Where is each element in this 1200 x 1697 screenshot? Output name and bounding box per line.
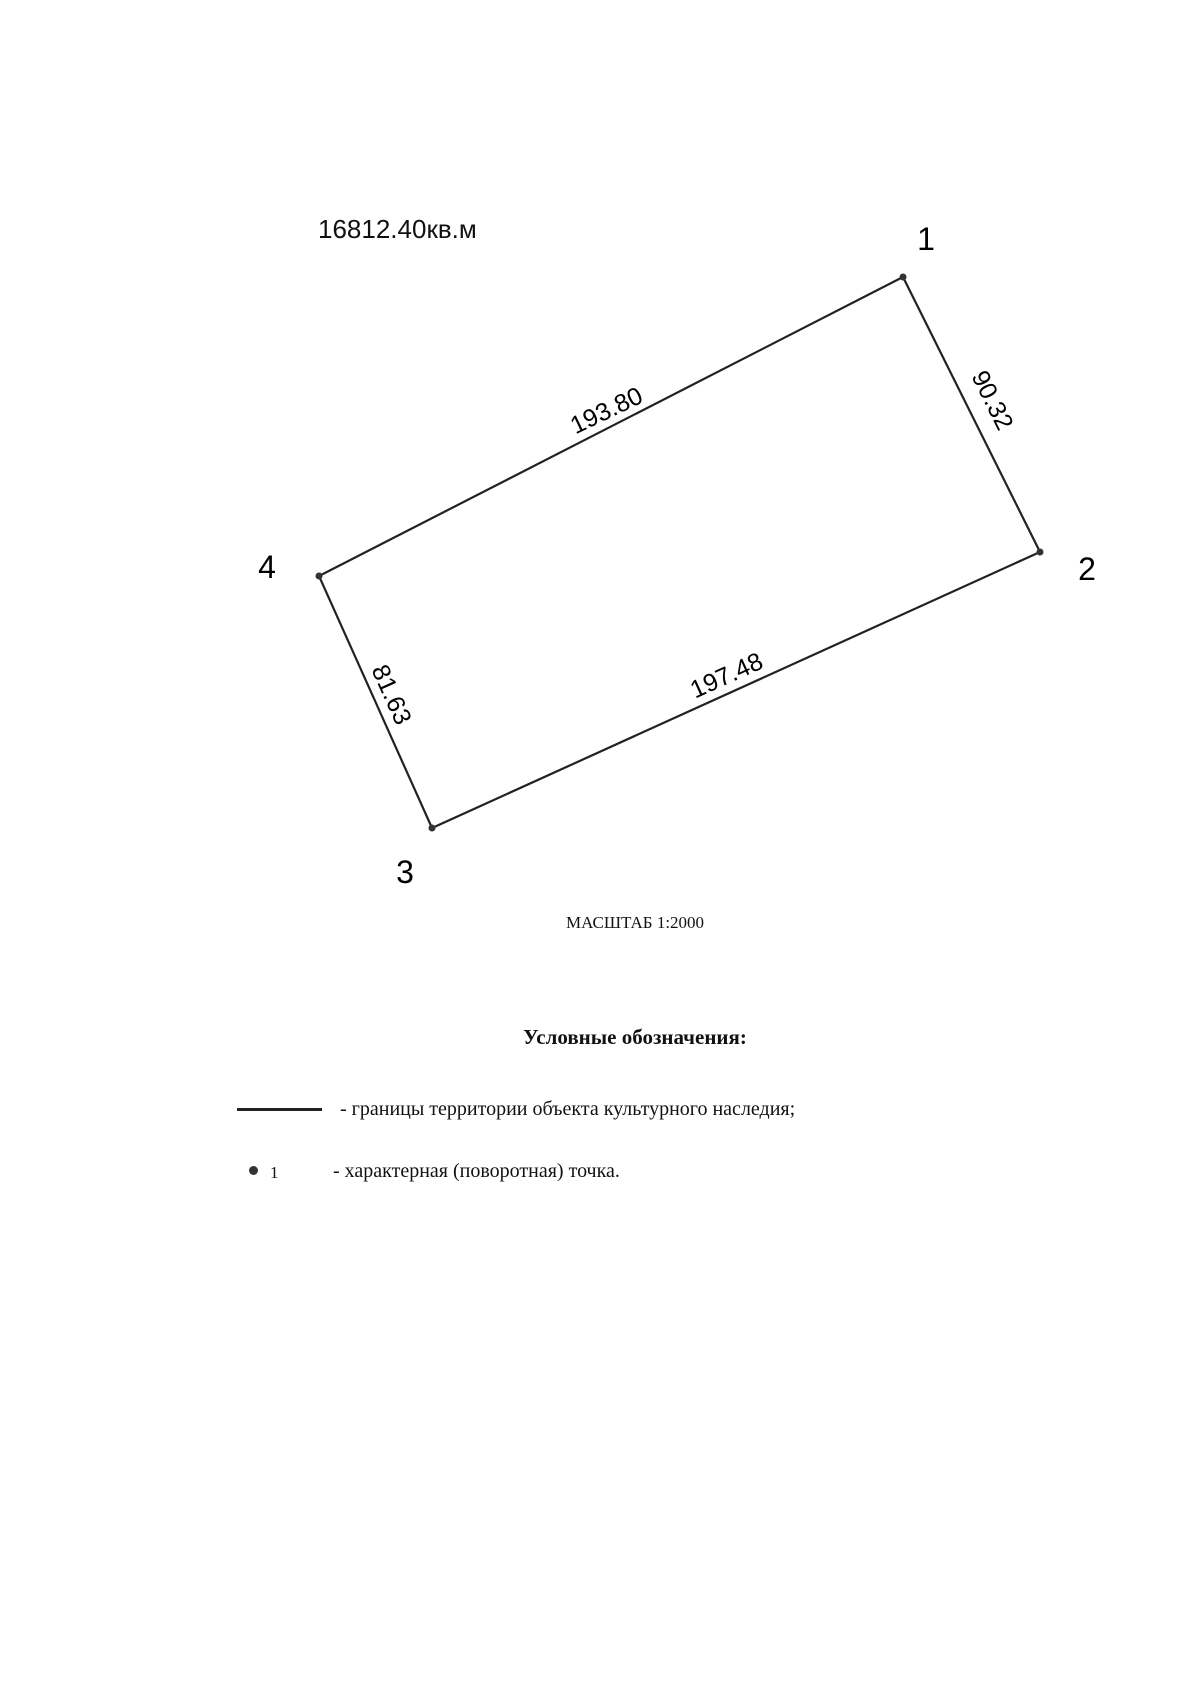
legend-point-symbol (249, 1166, 258, 1175)
side-length-4-1: 193.80 (566, 381, 648, 440)
turning-point-2 (1037, 549, 1044, 556)
legend-point-number: 1 (270, 1163, 279, 1182)
legend-point-text: - характерная (поворотная) точка. (333, 1160, 620, 1182)
legend-boundary-text: - границы территории объекта культурного наследия; (340, 1098, 796, 1120)
legend-boundary-line-symbol (237, 1108, 322, 1111)
side-length-3-4: 81.63 (365, 660, 417, 729)
point-label-2: 2 (1078, 551, 1096, 587)
territory-boundary (319, 277, 1040, 828)
scale-label: МАСШТАБ 1:2000 (565, 913, 705, 932)
turning-point-1 (900, 274, 907, 281)
point-label-3: 3 (396, 854, 414, 890)
turning-point-4 (316, 573, 323, 580)
legend-title: Условные обозначения: (523, 1025, 747, 1049)
side-length-2-3: 197.48 (686, 647, 768, 705)
turning-point-3 (429, 825, 436, 832)
point-label-1: 1 (917, 221, 935, 257)
point-label-4: 4 (258, 549, 276, 585)
area-label: 16812.40кв.м (318, 214, 477, 244)
side-length-1-2: 90.32 (965, 366, 1019, 435)
